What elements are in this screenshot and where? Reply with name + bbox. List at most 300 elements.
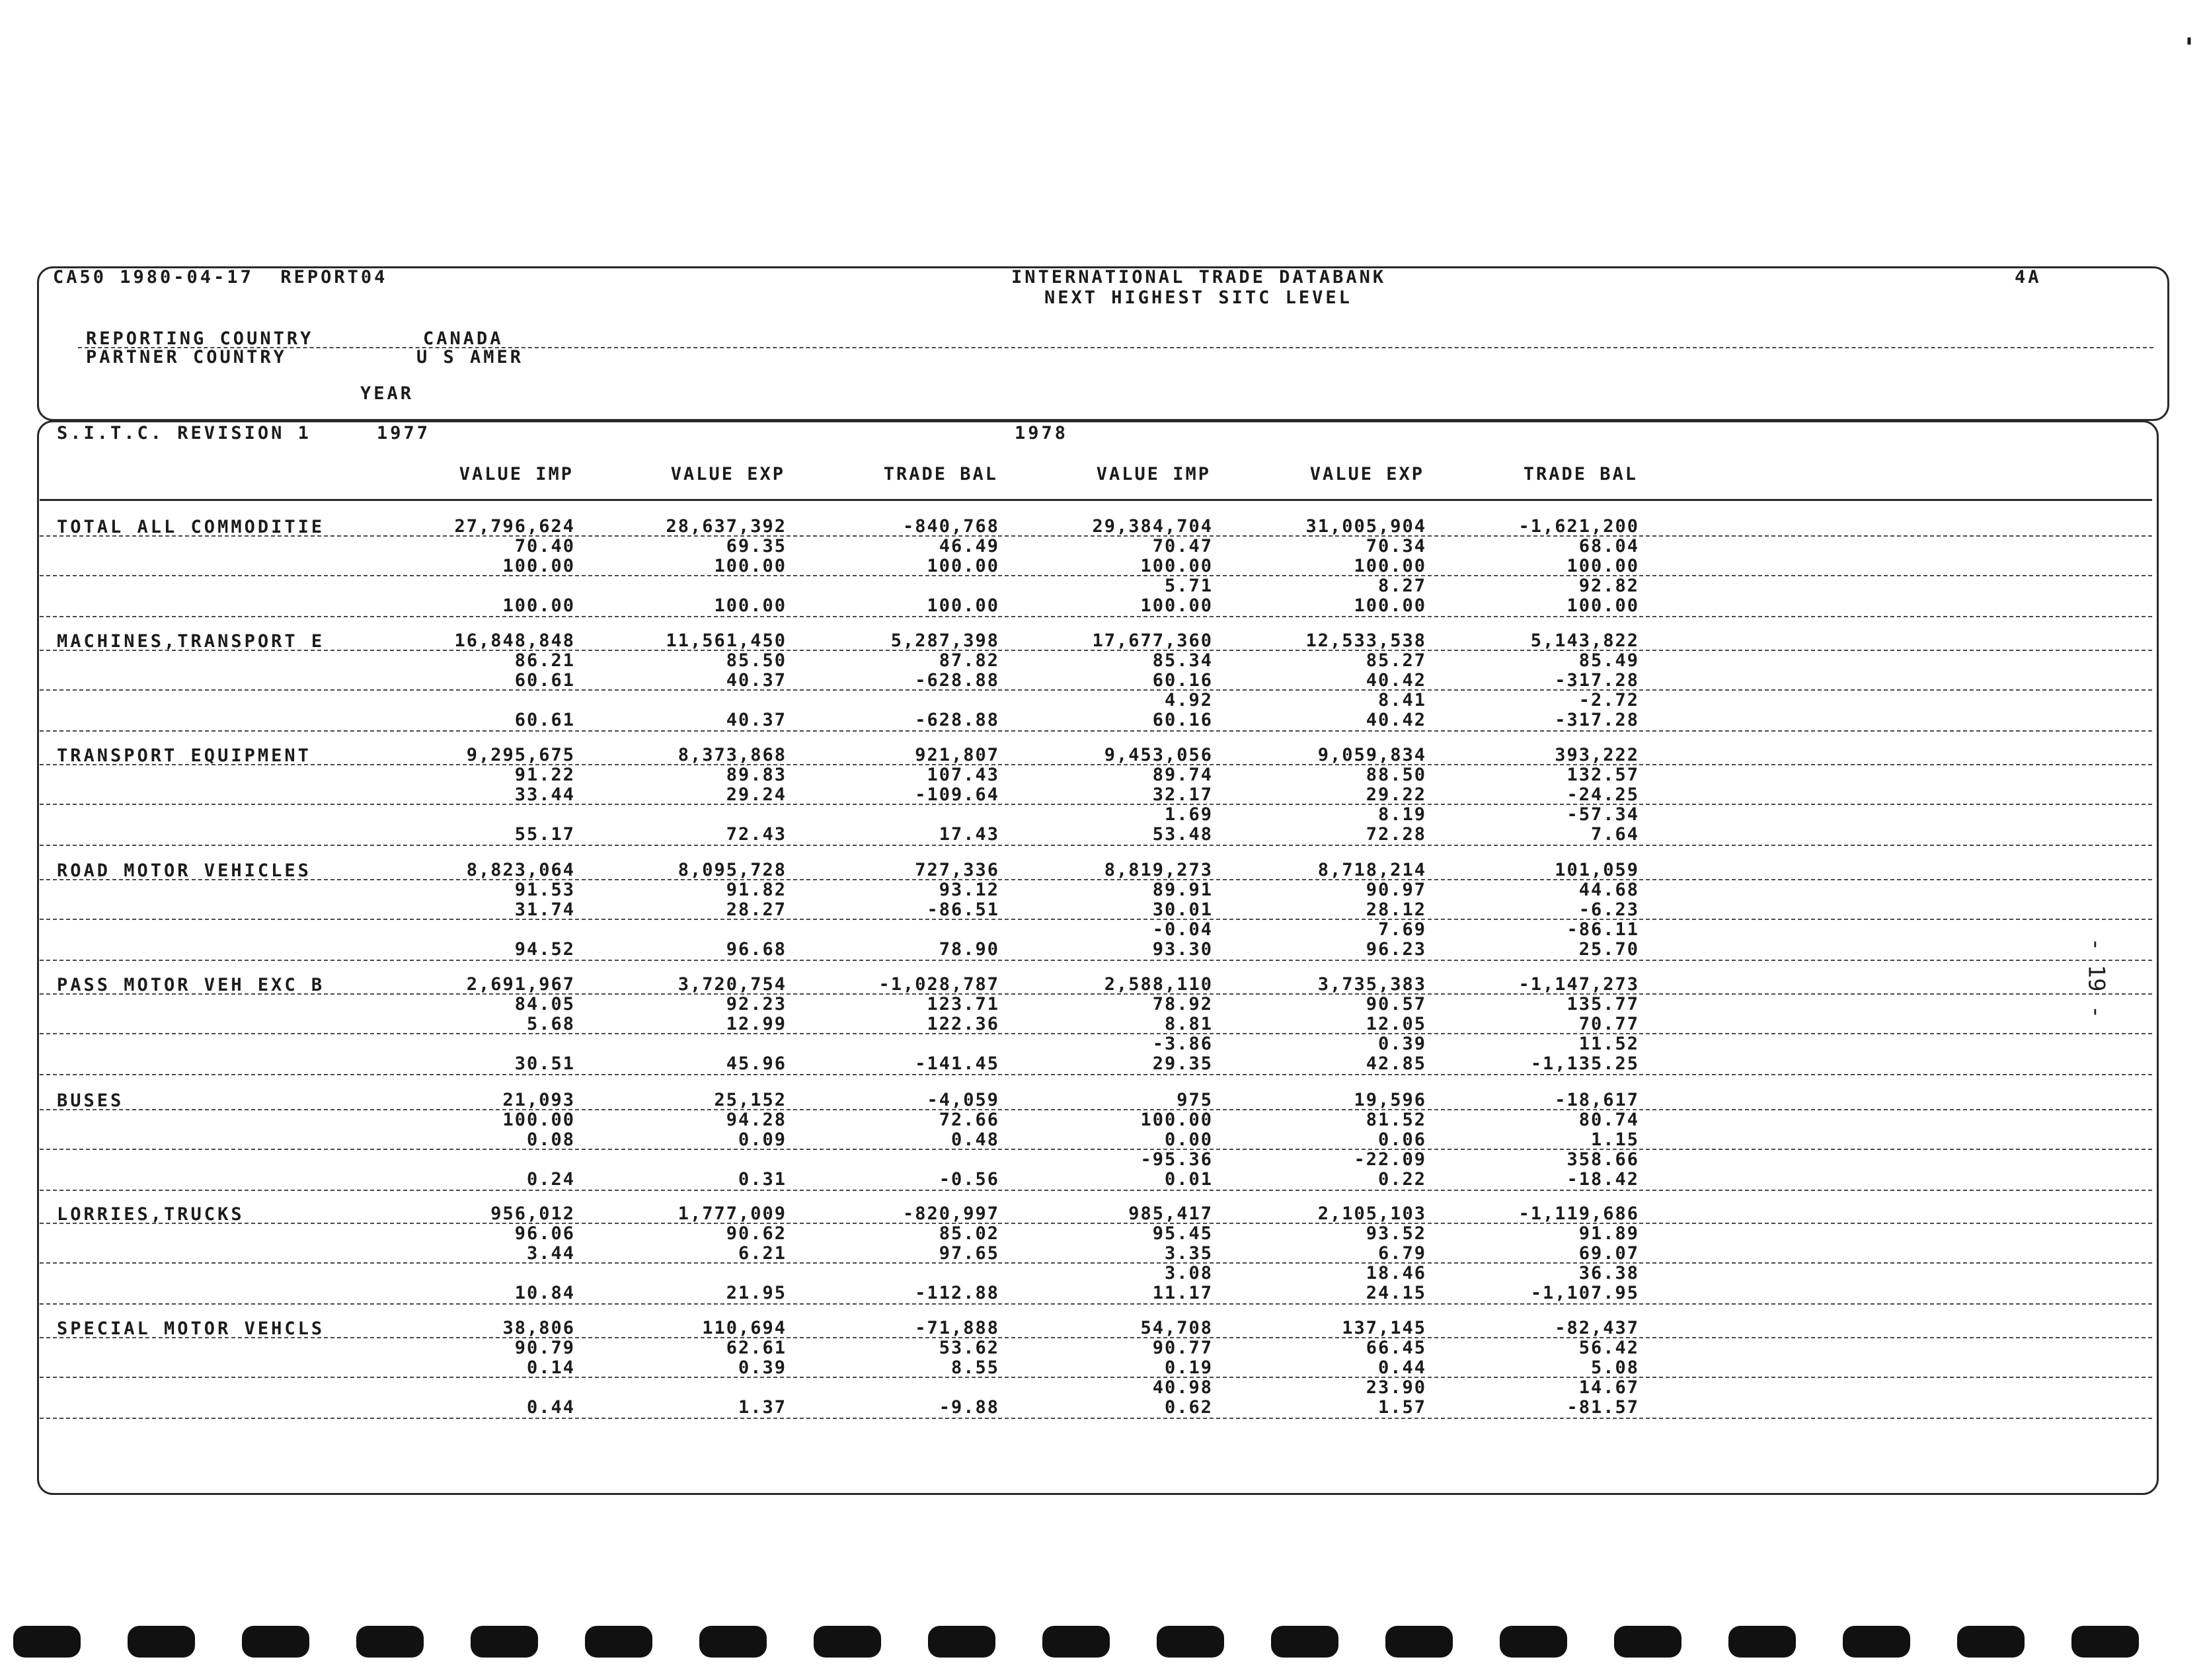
- value-cell: 4.92: [1164, 690, 1213, 710]
- value-cell: 0.08: [526, 1129, 575, 1150]
- value-column: [654, 517, 787, 616]
- row-rule: [40, 1377, 2152, 1378]
- value-cell: 90.77: [1152, 1338, 1213, 1358]
- value-cell: 94.52: [514, 939, 575, 960]
- value-cell: 54,708: [1140, 1318, 1213, 1338]
- value-cell: 78.92: [1152, 994, 1213, 1014]
- value-column: [1507, 1318, 1639, 1418]
- value-column: [1081, 860, 1213, 960]
- value-cell: 85.02: [939, 1223, 999, 1244]
- value-cell: 40.98: [1152, 1377, 1213, 1398]
- value-cell: 45.96: [726, 1053, 787, 1074]
- value-cell: 0.44: [526, 1397, 575, 1418]
- value-cell: -81.57: [1566, 1397, 1639, 1418]
- col-header-1: VALUE IMP: [459, 464, 574, 484]
- value-cell: 66.45: [1366, 1338, 1426, 1358]
- value-cell: [867, 805, 999, 825]
- sprocket-hole: [1157, 1626, 1224, 1658]
- value-cell: 11.52: [1578, 1034, 1639, 1054]
- revision-label: S.I.T.C. REVISION 1: [57, 423, 311, 443]
- value-cell: 70.77: [1578, 1014, 1639, 1034]
- value-cell: [654, 805, 787, 825]
- value-cell: [867, 576, 999, 596]
- value-column: [1294, 975, 1426, 1074]
- col-header-3: TRADE BAL: [883, 464, 998, 484]
- value-cell: 90.62: [726, 1223, 787, 1244]
- value-column: [1294, 1204, 1426, 1303]
- value-cell: [654, 1378, 787, 1398]
- value-cell: 100.00: [502, 595, 575, 616]
- value-cell: 85.34: [1152, 650, 1213, 671]
- value-cell: -1,147,273: [1518, 974, 1639, 995]
- row-rule: [40, 535, 2152, 537]
- value-cell: 5.08: [1590, 1357, 1639, 1378]
- value-cell: -141.45: [915, 1053, 999, 1074]
- value-cell: [443, 1150, 575, 1170]
- side-page-number: - 19 -: [2083, 937, 2110, 1019]
- value-cell: 68.04: [1578, 536, 1639, 556]
- value-cell: 6.79: [1377, 1243, 1426, 1264]
- value-cell: [654, 1150, 787, 1170]
- sprocket-holes: [0, 1626, 2203, 1665]
- value-cell: 40.37: [726, 670, 787, 691]
- sprocket-hole: [356, 1626, 424, 1658]
- value-cell: [443, 576, 575, 596]
- value-cell: 30.01: [1152, 899, 1213, 920]
- value-cell: 94.28: [726, 1110, 787, 1130]
- value-cell: [654, 1264, 787, 1283]
- value-cell: [867, 1150, 999, 1170]
- value-cell: 8,095,728: [677, 860, 787, 880]
- year-1978: 1978: [1015, 423, 1069, 443]
- value-column: [654, 1090, 787, 1190]
- value-cell: 56.42: [1578, 1338, 1639, 1358]
- value-cell: 91.53: [514, 880, 575, 900]
- value-cell: 17.43: [939, 824, 999, 845]
- value-cell: 30.51: [514, 1053, 575, 1074]
- value-column: [867, 1318, 999, 1418]
- sprocket-hole: [814, 1626, 881, 1658]
- value-cell: 85.50: [726, 650, 787, 671]
- value-cell: 0.62: [1164, 1397, 1213, 1418]
- job-line: CA50 1980-04-17 REPORT04: [53, 267, 388, 287]
- value-column: [1507, 1204, 1639, 1303]
- value-cell: 84.05: [514, 994, 575, 1014]
- row-rule: [40, 650, 2152, 651]
- value-cell: 95.45: [1152, 1223, 1213, 1244]
- value-column: [654, 1204, 787, 1303]
- value-column: [654, 1318, 787, 1418]
- value-column: [867, 975, 999, 1074]
- value-cell: [867, 920, 999, 940]
- value-cell: 100.00: [927, 595, 999, 616]
- sprocket-hole: [1843, 1626, 1910, 1658]
- value-cell: 3,735,383: [1317, 974, 1426, 995]
- value-column: [1081, 517, 1213, 616]
- value-cell: 60.16: [1152, 710, 1213, 730]
- row-rule: [40, 1303, 2152, 1305]
- value-cell: 100.00: [1566, 556, 1639, 576]
- value-cell: 8,718,214: [1317, 860, 1426, 880]
- value-cell: 0.31: [738, 1169, 787, 1190]
- value-cell: 1.15: [1590, 1129, 1639, 1150]
- sprocket-hole: [471, 1626, 538, 1658]
- value-cell: 19,596: [1354, 1090, 1426, 1110]
- sprocket-hole: [1728, 1626, 1796, 1658]
- value-cell: [867, 1378, 999, 1398]
- value-cell: 16,848,848: [454, 630, 575, 651]
- value-cell: -18,617: [1555, 1090, 1639, 1110]
- value-cell: 96.23: [1366, 939, 1426, 960]
- value-cell: -4,059: [927, 1090, 999, 1110]
- sprocket-hole: [1042, 1626, 1110, 1658]
- value-cell: 60.16: [1152, 670, 1213, 691]
- report-title: INTERNATIONAL TRADE DATABANK: [1011, 267, 1387, 287]
- value-cell: 40.42: [1366, 710, 1426, 730]
- value-column: [1294, 745, 1426, 845]
- value-cell: 31,005,904: [1305, 516, 1426, 537]
- row-rule: [40, 1223, 2152, 1224]
- value-cell: 100.00: [714, 595, 787, 616]
- value-cell: 44.68: [1578, 880, 1639, 900]
- value-cell: 956,012: [490, 1203, 575, 1224]
- value-cell: 86.21: [514, 650, 575, 671]
- value-cell: 70.47: [1152, 536, 1213, 556]
- value-cell: 28,637,392: [666, 516, 787, 537]
- value-column: [867, 1090, 999, 1190]
- partner-country-value: U S AMER: [416, 347, 524, 367]
- value-column: [1081, 1204, 1213, 1303]
- value-cell: 27,796,624: [454, 516, 575, 537]
- value-cell: 29,384,704: [1092, 516, 1213, 537]
- value-cell: 358.66: [1566, 1149, 1639, 1170]
- value-cell: 921,807: [915, 745, 999, 765]
- row-rule: [40, 1074, 2152, 1075]
- value-cell: 985,417: [1128, 1203, 1213, 1224]
- value-column: [654, 975, 787, 1074]
- value-cell: 0.09: [738, 1129, 787, 1150]
- value-cell: 91.82: [726, 880, 787, 900]
- value-cell: -1,119,686: [1518, 1203, 1639, 1224]
- group-label: LORRIES,TRUCKS: [57, 1204, 245, 1225]
- row-rule: [40, 1109, 2152, 1110]
- sprocket-hole: [13, 1626, 81, 1658]
- value-column: [1294, 1090, 1426, 1190]
- value-cell: -82,437: [1555, 1318, 1639, 1338]
- value-column: [1081, 631, 1213, 730]
- value-cell: 87.82: [939, 650, 999, 671]
- value-cell: 5,143,822: [1530, 630, 1639, 651]
- value-cell: 53.62: [939, 1338, 999, 1358]
- value-cell: -1,621,200: [1518, 516, 1639, 537]
- value-cell: 23.90: [1366, 1377, 1426, 1398]
- value-column: [654, 860, 787, 960]
- value-cell: 0.44: [1377, 1357, 1426, 1378]
- value-column: [443, 1318, 575, 1418]
- value-column: [1294, 1318, 1426, 1418]
- value-cell: -1,028,787: [878, 974, 999, 995]
- value-cell: 60.61: [514, 670, 575, 691]
- value-cell: 91.89: [1578, 1223, 1639, 1244]
- value-cell: 122.36: [927, 1014, 999, 1034]
- corner-mark: ': [2181, 33, 2198, 63]
- value-cell: 55.17: [514, 824, 575, 845]
- value-cell: 60.61: [514, 710, 575, 730]
- value-cell: 123.71: [927, 994, 999, 1014]
- value-cell: 8.27: [1377, 576, 1426, 596]
- value-cell: 3.44: [526, 1243, 575, 1264]
- value-cell: 72.28: [1366, 824, 1426, 845]
- col-header-5: VALUE EXP: [1309, 464, 1424, 484]
- value-cell: 101,059: [1555, 860, 1639, 880]
- value-cell: 3.08: [1164, 1263, 1213, 1283]
- value-column: [443, 975, 575, 1074]
- value-cell: 62.61: [726, 1338, 787, 1358]
- value-cell: 3.35: [1164, 1243, 1213, 1264]
- value-cell: [443, 805, 575, 825]
- value-cell: 46.49: [939, 536, 999, 556]
- value-cell: 92.82: [1578, 576, 1639, 596]
- value-cell: 69.07: [1578, 1243, 1639, 1264]
- value-cell: 393,222: [1555, 745, 1639, 765]
- value-cell: -57.34: [1566, 804, 1639, 825]
- value-column: [867, 745, 999, 845]
- value-cell: 14.67: [1578, 1377, 1639, 1398]
- value-cell: [443, 1264, 575, 1283]
- value-cell: 18.46: [1366, 1263, 1426, 1283]
- value-column: [1294, 517, 1426, 616]
- value-column: [443, 517, 575, 616]
- value-cell: 8.81: [1164, 1014, 1213, 1034]
- col-header-4: VALUE IMP: [1096, 464, 1211, 484]
- value-cell: 2,105,103: [1317, 1203, 1426, 1224]
- value-cell: 29.35: [1152, 1053, 1213, 1074]
- value-column: [654, 745, 787, 845]
- value-cell: -71,888: [915, 1318, 999, 1338]
- value-column: [1507, 517, 1639, 616]
- row-rule: [40, 879, 2152, 880]
- value-cell: 9,059,834: [1317, 745, 1426, 765]
- page-label: 4A: [2015, 267, 2042, 287]
- value-cell: -112.88: [915, 1283, 999, 1303]
- year-1977: 1977: [377, 423, 431, 443]
- value-cell: 8.41: [1377, 690, 1426, 710]
- row-rule: [40, 960, 2152, 961]
- value-cell: 5.68: [526, 1014, 575, 1034]
- value-cell: -840,768: [902, 516, 999, 537]
- value-cell: 21.95: [726, 1283, 787, 1303]
- value-cell: 0.14: [526, 1357, 575, 1378]
- value-cell: -0.56: [939, 1169, 999, 1190]
- value-cell: 8,823,064: [466, 860, 575, 880]
- value-cell: 96.06: [514, 1223, 575, 1244]
- col-header-2: VALUE EXP: [670, 464, 785, 484]
- row-rule: [40, 845, 2152, 846]
- value-cell: 1,777,009: [677, 1203, 787, 1224]
- reporting-country-label: REPORTING COUNTRY: [86, 328, 314, 349]
- value-cell: 90.79: [514, 1338, 575, 1358]
- value-cell: 3,720,754: [677, 974, 787, 995]
- value-cell: 0.01: [1164, 1169, 1213, 1190]
- value-cell: 33.44: [514, 784, 575, 805]
- value-cell: 42.85: [1366, 1053, 1426, 1074]
- value-cell: 110,694: [702, 1318, 787, 1338]
- value-column: [654, 631, 787, 730]
- value-cell: 36.38: [1578, 1263, 1639, 1283]
- value-cell: 93.52: [1366, 1223, 1426, 1244]
- row-rule: [40, 1033, 2152, 1034]
- value-cell: [867, 691, 999, 710]
- value-cell: [867, 1034, 999, 1054]
- row-rule: [40, 1418, 2152, 1419]
- reporting-country-value: CANADA: [423, 328, 504, 349]
- group-label: SPECIAL MOTOR VEHCLS: [57, 1318, 325, 1339]
- value-cell: 8,819,273: [1104, 860, 1213, 880]
- value-cell: -317.28: [1555, 670, 1639, 691]
- sprocket-hole: [1500, 1626, 1567, 1658]
- value-cell: -24.25: [1566, 784, 1639, 805]
- value-cell: 69.35: [726, 536, 787, 556]
- value-cell: 32.17: [1152, 784, 1213, 805]
- value-column: [443, 860, 575, 960]
- value-cell: 1.57: [1377, 1397, 1426, 1418]
- value-cell: 72.66: [939, 1110, 999, 1130]
- value-column: [1507, 631, 1639, 730]
- value-cell: 12.99: [726, 1014, 787, 1034]
- value-column: [867, 517, 999, 616]
- value-column: [1294, 631, 1426, 730]
- sprocket-hole: [1271, 1626, 1338, 1658]
- value-cell: 2,588,110: [1104, 974, 1213, 995]
- value-cell: 93.30: [1152, 939, 1213, 960]
- value-cell: 40.37: [726, 710, 787, 730]
- value-cell: 9,295,675: [466, 745, 575, 765]
- value-cell: 72.43: [726, 824, 787, 845]
- group-label: ROAD MOTOR VEHICLES: [57, 860, 311, 881]
- row-rule: [40, 575, 2152, 576]
- row-rule: [40, 919, 2152, 920]
- value-column: [443, 1090, 575, 1190]
- value-cell: -86.51: [927, 899, 999, 920]
- value-cell: 100.00: [502, 1110, 575, 1130]
- value-cell: 21,093: [502, 1090, 575, 1110]
- row-rule: [40, 993, 2152, 995]
- value-cell: -18.42: [1566, 1169, 1639, 1190]
- value-cell: 132.57: [1566, 765, 1639, 785]
- value-cell: 0.06: [1377, 1129, 1426, 1150]
- sprocket-hole: [1385, 1626, 1453, 1658]
- value-column: [1507, 860, 1639, 960]
- value-cell: 90.57: [1366, 994, 1426, 1014]
- value-column: [1507, 745, 1639, 845]
- value-cell: 100.00: [1566, 595, 1639, 616]
- value-column: [867, 631, 999, 730]
- value-cell: 85.49: [1578, 650, 1639, 671]
- value-cell: -1,135.25: [1530, 1053, 1639, 1074]
- value-cell: [443, 1378, 575, 1398]
- value-cell: 12.05: [1366, 1014, 1426, 1034]
- value-cell: 11.17: [1152, 1283, 1213, 1303]
- sprocket-hole: [1614, 1626, 1681, 1658]
- value-column: [1081, 1318, 1213, 1418]
- value-cell: 137,145: [1342, 1318, 1426, 1338]
- value-cell: 38,806: [502, 1318, 575, 1338]
- value-cell: 90.97: [1366, 880, 1426, 900]
- value-cell: 2,691,967: [466, 974, 575, 995]
- value-cell: 89.91: [1152, 880, 1213, 900]
- value-cell: 100.00: [1354, 556, 1426, 576]
- value-cell: 12,533,538: [1305, 630, 1426, 651]
- value-cell: [654, 576, 787, 596]
- value-cell: -22.09: [1354, 1149, 1426, 1170]
- value-cell: [654, 691, 787, 710]
- value-cell: 7.69: [1377, 919, 1426, 940]
- value-cell: [654, 1034, 787, 1054]
- value-cell: [654, 920, 787, 940]
- value-cell: -6.23: [1578, 899, 1639, 920]
- sprocket-hole: [699, 1626, 767, 1658]
- value-cell: 1.37: [738, 1397, 787, 1418]
- value-cell: 1.69: [1164, 804, 1213, 825]
- value-cell: 11,561,450: [666, 630, 787, 651]
- value-cell: -95.36: [1140, 1149, 1213, 1170]
- value-cell: -1,107.95: [1530, 1283, 1639, 1303]
- value-cell: 727,336: [915, 860, 999, 880]
- row-rule: [40, 616, 2152, 617]
- year-label: YEAR: [360, 383, 414, 404]
- value-cell: 70.34: [1366, 536, 1426, 556]
- value-column: [1507, 1090, 1639, 1190]
- value-cell: 0.39: [738, 1357, 787, 1378]
- value-cell: -86.11: [1566, 919, 1639, 940]
- value-column: [443, 745, 575, 845]
- value-cell: 100.00: [1140, 595, 1213, 616]
- value-cell: -2.72: [1578, 690, 1639, 710]
- value-cell: -628.88: [915, 710, 999, 730]
- value-column: [867, 860, 999, 960]
- value-cell: 53.48: [1152, 824, 1213, 845]
- row-rule: [40, 1190, 2152, 1191]
- row-rule: [40, 1337, 2152, 1338]
- sprocket-hole: [928, 1626, 995, 1658]
- value-cell: 29.24: [726, 784, 787, 805]
- value-cell: 89.74: [1152, 765, 1213, 785]
- value-cell: 89.83: [726, 765, 787, 785]
- value-cell: -3.86: [1152, 1034, 1213, 1054]
- value-cell: 80.74: [1578, 1110, 1639, 1130]
- value-cell: 97.65: [939, 1243, 999, 1264]
- value-column: [1081, 745, 1213, 845]
- row-rule: [40, 1149, 2152, 1150]
- value-cell: 25,152: [714, 1090, 787, 1110]
- sprocket-hole: [585, 1626, 652, 1658]
- group-label: MACHINES,TRANSPORT E: [57, 631, 325, 652]
- group-label: TRANSPORT EQUIPMENT: [57, 745, 311, 766]
- reporting-country-rule: [78, 347, 2153, 348]
- value-cell: 31.74: [514, 899, 575, 920]
- value-column: [1294, 860, 1426, 960]
- value-cell: 0.39: [1377, 1034, 1426, 1054]
- value-cell: -9.88: [939, 1397, 999, 1418]
- row-rule: [40, 689, 2152, 691]
- row-rule: [40, 730, 2152, 732]
- value-cell: 5,287,398: [890, 630, 999, 651]
- value-cell: 0.22: [1377, 1169, 1426, 1190]
- value-cell: 975: [1177, 1090, 1213, 1110]
- value-cell: 81.52: [1366, 1110, 1426, 1130]
- value-cell: -317.28: [1555, 710, 1639, 730]
- value-cell: -628.88: [915, 670, 999, 691]
